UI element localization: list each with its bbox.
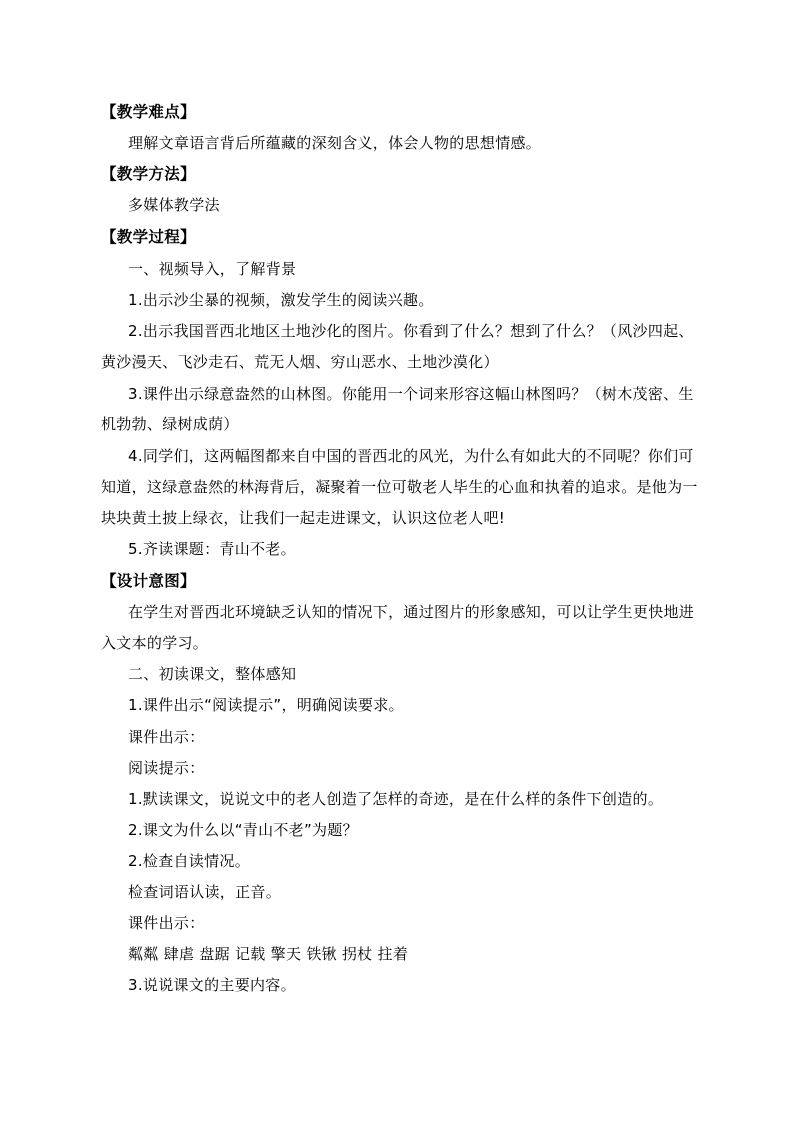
paragraph-line: 块块黄土披上绿衣，让我们一起走进课文，认识这位老人吧! bbox=[101, 509, 506, 527]
section-heading-difficulty: 【教学难点】 bbox=[101, 103, 196, 121]
paragraph-line: 入文本的学习。 bbox=[101, 634, 209, 652]
paragraph-line: 检查词语认读，正音。 bbox=[128, 883, 282, 901]
paragraph-line: 黄沙漫天、飞沙走石、荒无人烟、穷山恶水、土地沙漠化） bbox=[101, 353, 499, 371]
section-heading-process: 【教学过程】 bbox=[101, 228, 196, 246]
section-heading-method: 【教学方法】 bbox=[101, 165, 196, 183]
paragraph-line: 2.出示我国晋西北地区土地沙化的图片。你看到了什么？想到了什么？（风沙四起、 bbox=[128, 322, 694, 340]
paragraph-line: 3.课件出示绿意盎然的山林图。你能用一个词来形容这幅山林图吗？（树木茂密、生 bbox=[128, 385, 694, 403]
paragraph-line: 课件出示： bbox=[128, 914, 205, 932]
paragraph-line: 5.齐读课题：青山不老。 bbox=[128, 540, 296, 558]
vocabulary-line: 粼粼 肆虐 盘踞 记载 擎天 铁锹 拐杖 拄着 bbox=[128, 945, 409, 963]
paragraph-line: 3.说说课文的主要内容。 bbox=[128, 976, 296, 994]
paragraph-line: 知道，这绿意盎然的林海背后，凝聚着一位可敬老人毕生的心血和执着的追求。是他为一 bbox=[101, 478, 698, 496]
paragraph-line: 一、视频导入，了解背景 bbox=[128, 260, 297, 278]
paragraph-line: 阅读提示： bbox=[128, 759, 205, 777]
paragraph-line: 4.同学们，这两幅图都来自中国的晋西北的风光，为什么有如此大的不同呢？你们可 bbox=[128, 447, 694, 465]
section-heading-design: 【设计意图】 bbox=[101, 572, 196, 590]
paragraph-line: 2.课文为什么以“青山不老”为题？ bbox=[128, 821, 358, 839]
paragraph-line: 1.出示沙尘暴的视频，激发学生的阅读兴趣。 bbox=[128, 291, 434, 309]
paragraph-line: 在学生对晋西北环境缺乏认知的情况下，通过图片的形象感知，可以让学生更快地进 bbox=[128, 603, 695, 621]
paragraph-line: 2.检查自读情况。 bbox=[128, 852, 251, 870]
paragraph-line: 机勃勃、绿树成荫） bbox=[101, 415, 239, 433]
paragraph-line: 理解文章语言背后所蕴藏的深刻含义，体会人物的思想情感。 bbox=[128, 134, 542, 152]
paragraph-line: 二、初读课文，整体感知 bbox=[128, 665, 297, 683]
paragraph-line: 1.默读课文，说说文中的老人创造了怎样的奇迹，是在什么样的条件下创造的。 bbox=[128, 790, 664, 808]
paragraph-line: 1.课件出示“阅读提示”，明确阅读要求。 bbox=[128, 696, 404, 714]
paragraph-line: 课件出示： bbox=[128, 728, 205, 746]
paragraph-line: 多媒体教学法 bbox=[128, 196, 220, 214]
